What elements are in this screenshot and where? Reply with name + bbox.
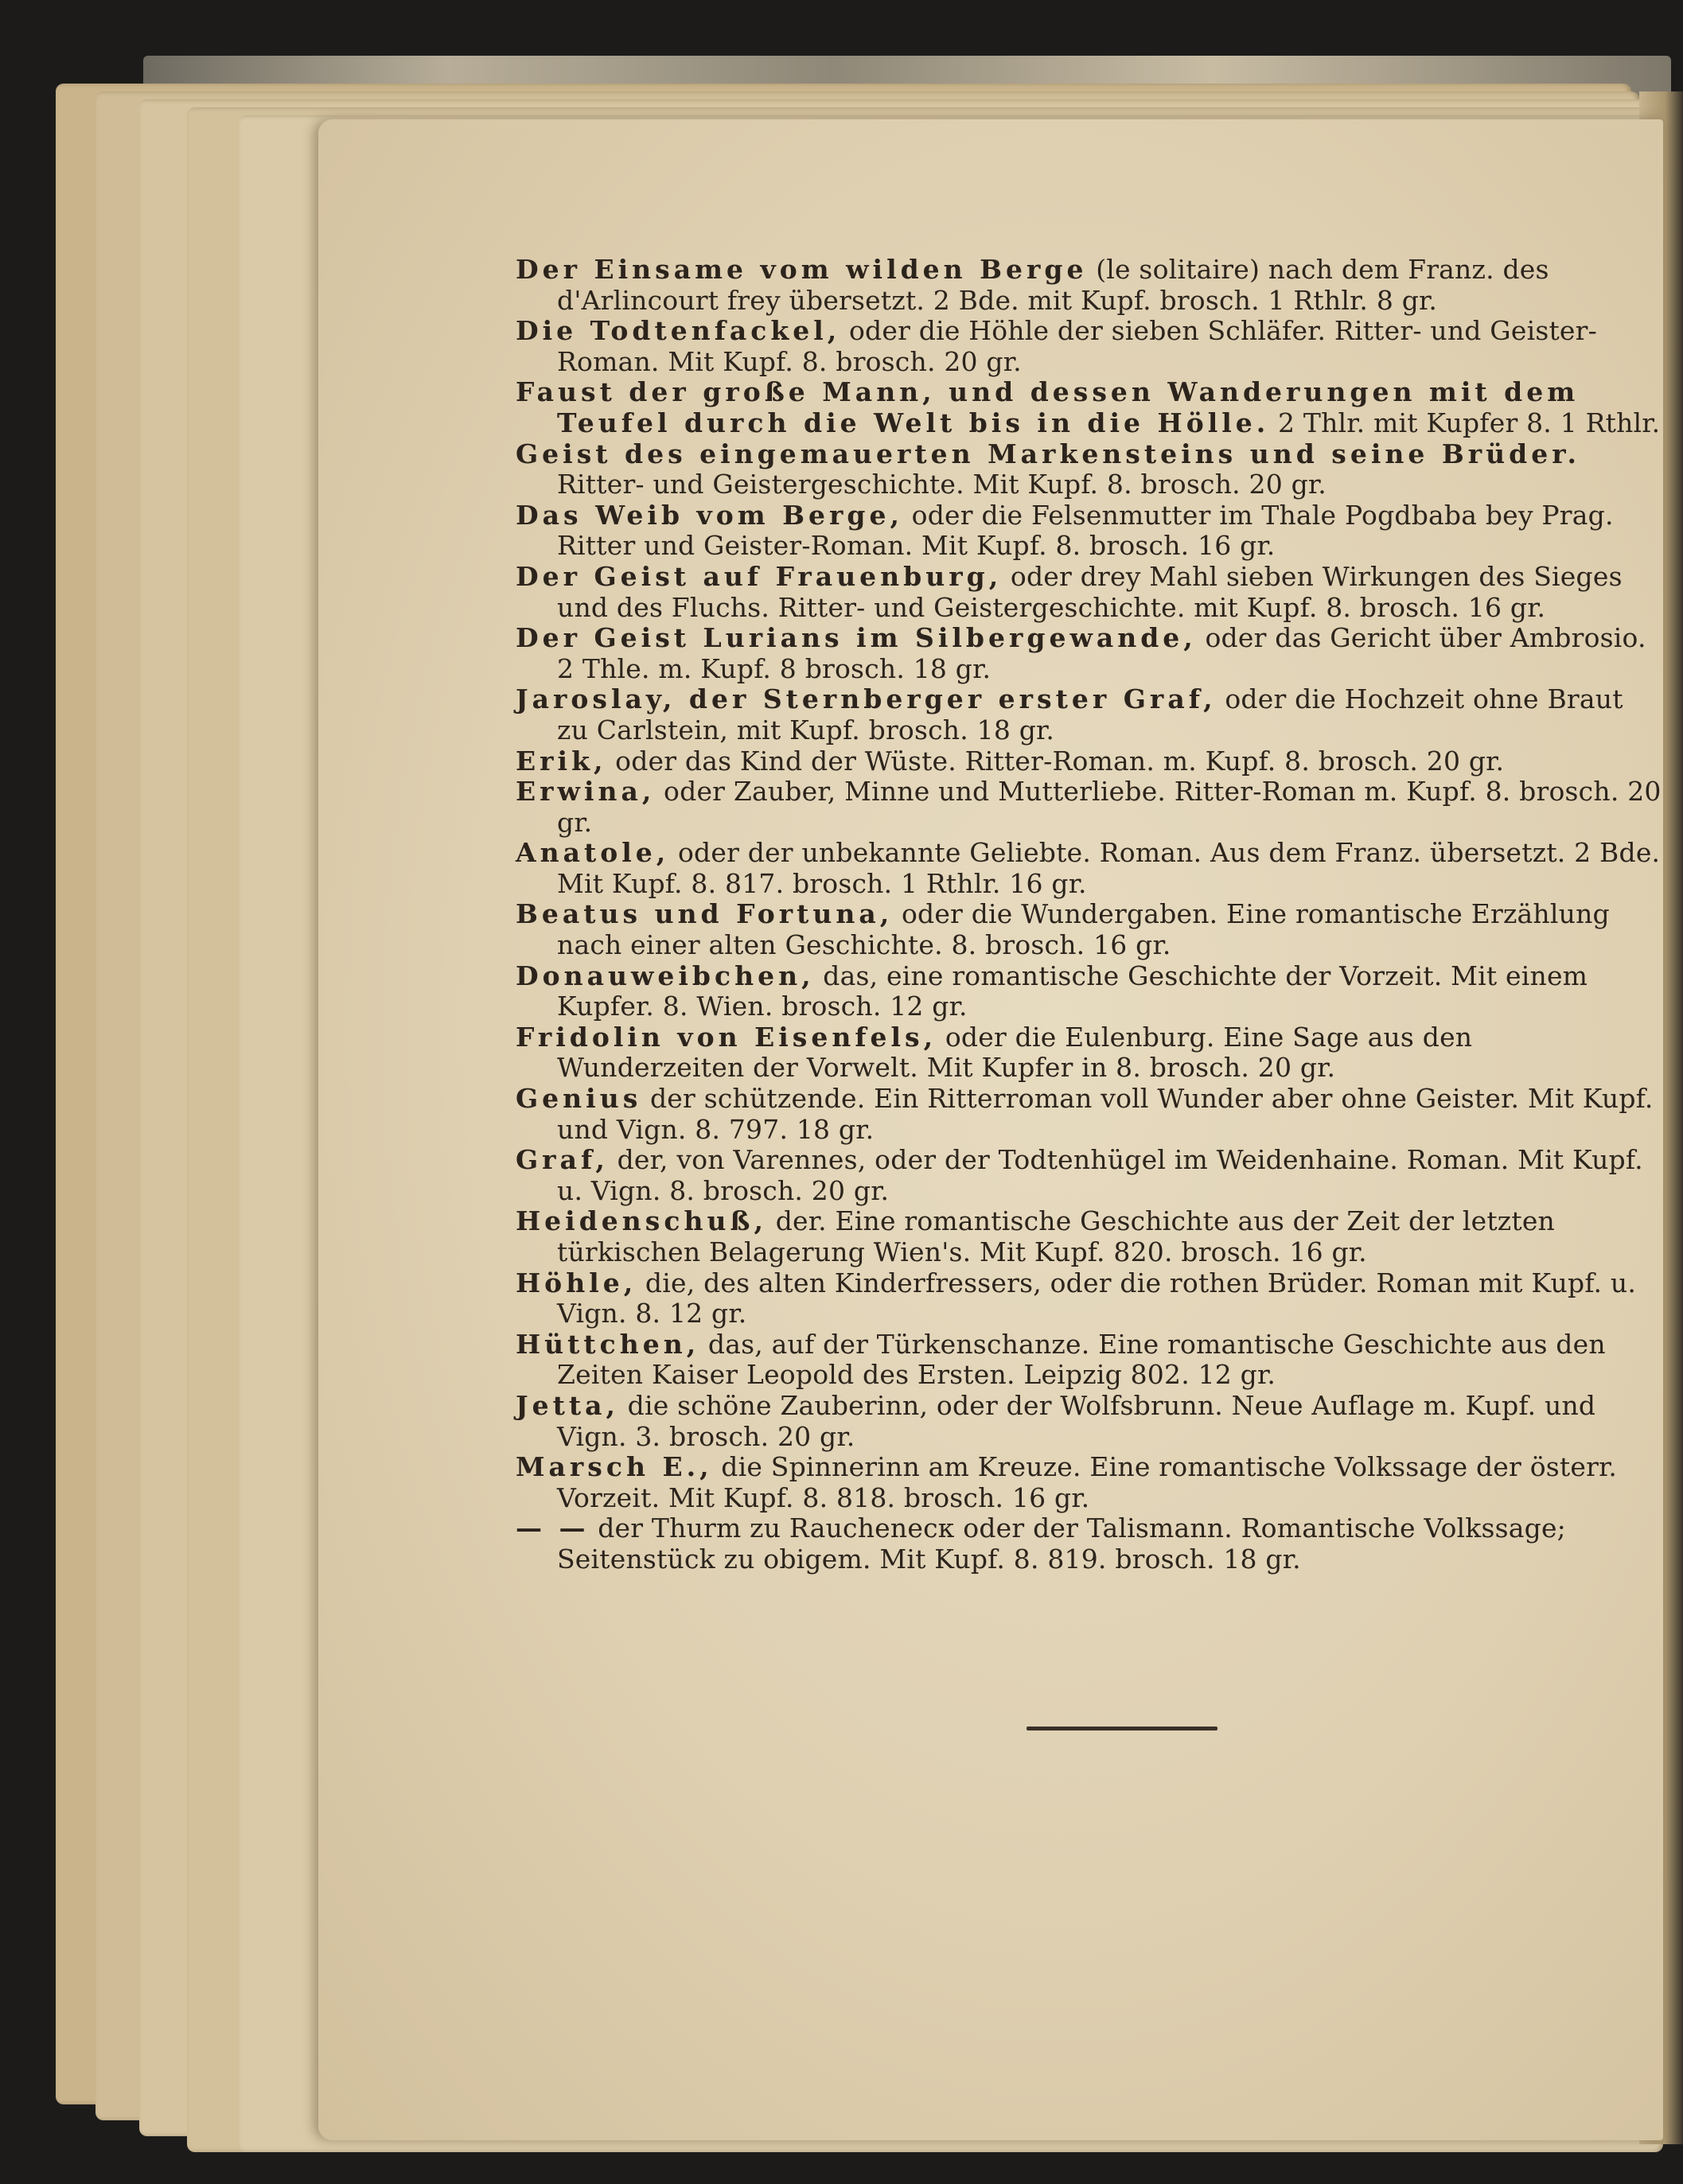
entry-title: — — [516,1512,590,1544]
entry-title: Erik, [516,745,607,777]
entry-text: der. Eine romantische Geschichte aus der Zeit der letzten türkischen Belagerung Wien's. Mit Kupf. 820. brosch. 16 gr. [557,1205,1556,1267]
catalog-entry [516,1268,1662,1329]
catalog-entry [516,961,1662,1022]
entry-title: Graf, [516,1144,609,1176]
catalog-entry [516,500,1662,562]
entry-text: oder das Kind der Wüste. Ritter-Roman. m. Kupf. 8. brosch. 20 gr. [606,745,1505,777]
catalog-entry [516,1145,1662,1206]
entry-title: Die Todtenfackel, [516,315,841,347]
catalog-entry [516,684,1662,746]
entry-text: die Spinnerinn am Kreuze. Eine romantische Volkssage der österr. Vorzeit. Mit Kupf. 8. 818. brosch. 16 gr. [557,1451,1618,1513]
catalog-entry [516,777,1662,838]
entry-title: Genius [516,1083,642,1115]
entry-title: Höhle, [516,1267,637,1298]
entry-title: Der Geist Lurians im Silbergewande, [516,622,1197,654]
catalog-entry [516,1084,1662,1145]
entry-text: oder Zauber, Minne und Mutterliebe. Ritter-Roman m. Kupf. 8. brosch. 20 gr. [557,776,1662,838]
catalog-entry [516,1513,1662,1575]
entry-text: die schöne Zauberinn, oder der Wolfsbrunn. Neue Auflage m. Kupf. und Vign. 3. brosch. 20 gr. [557,1389,1596,1452]
entry-title: Fridolin von Eisenfels, [516,1021,937,1053]
catalog-entry [516,1206,1662,1267]
entry-text: der schützende. Ein Ritterroman voll Wunder aber ohne Geister. Mit Kupf. und Vign. 8. 797. 18 gr. [557,1083,1654,1145]
catalog-list [516,255,1662,1575]
entry-text: oder die Eulenburg. Eine Sage aus den Wunderzeiten der Vorwelt. Mit Kupfer in 8. brosch. 20 gr. [557,1021,1473,1084]
entry-text: oder die Hochzeit ohne Braut zu Carlstein, mit Kupf. brosch. 18 gr. [557,683,1623,746]
entry-text: oder der unbekannte Geliebte. Roman. Aus dem Franz. übersetzt. 2 Bde. Mit Kupf. 8. 817. brosch. 1 Rthlr. 16 gr. [557,837,1661,899]
entry-text: oder drey Mahl sieben Wirkungen des Sieges und des Fluchs. Ritter- und Geistergeschichte. mit Kupf. 8. brosch. 16 gr. [557,560,1623,623]
entry-text: das, auf der Türkenschanze. Eine romantische Geschichte aus den Zeiten Kaiser Leopold des Ersten. Leipzig 802. 12 gr. [557,1328,1606,1391]
entry-text: 2 Thlr. mit Kupfer 8. 1 Rthlr. [1269,407,1661,438]
entry-text: oder die Höhle der sieben Schläfer. Ritter- und Geister-Roman. Mit Kupf. 8. brosch. 20 gr. [557,315,1597,377]
entry-title: Anatole, [516,837,670,869]
entry-title: Hüttchen, [516,1328,700,1360]
catalog-entry [516,1452,1662,1513]
entry-title: Das Weib vom Berge, [516,499,903,531]
entry-title: Donauweibchen, [516,960,815,991]
catalog-entry [516,1391,1662,1452]
entry-title: Jetta, [516,1389,619,1421]
end-rule-divider [1027,1727,1217,1730]
catalog-entry [516,255,1662,316]
catalog-entry [516,439,1662,500]
catalog-entry [516,377,1662,438]
entry-title: Marsch E., [516,1451,713,1483]
entry-title: Der Einsame vom wilden Berge [516,254,1088,285]
catalog-entry [516,899,1662,960]
entry-text: der Thurm zu Rauchenecк oder der Talismann. Romantische Volkssage; Seitenstück zu obigem. Mit Kupf. 8. 819. brosch. 18 gr. [557,1512,1566,1575]
catalog-entry [516,838,1662,899]
entry-title: Faust der große Mann, und dessen Wanderungen mit dem Teufel durch die Welt bis in die Hölle. [516,376,1580,438]
catalog-entry [516,562,1662,623]
entry-title: Der Geist auf Frauenburg, [516,560,1003,592]
entry-text: oder das Gericht über Ambrosio. 2 Thle. m. Kupf. 8 brosch. 18 gr. [557,622,1646,684]
entry-text: der, von Varennes, oder der Todtenhügel im Weidenhaine. Roman. Mit Kupf. u. Vign. 8. brosch. 20 gr. [557,1144,1643,1206]
catalog-entry [516,623,1662,684]
entry-title: Jaroslay, der Sternberger erster Graf, [516,683,1217,715]
entry-title: Geist des eingemauerten Markensteins und seine Brüder. [516,438,1581,469]
entry-text: das, eine romantische Geschichte der Vorzeit. Mit einem Kupfer. 8. Wien. brosch. 12 gr. [557,960,1588,1022]
entry-text: oder die Felsenmutter im Thale Pogdbaba bey Prag. Ritter und Geister-Roman. Mit Kupf. 8. brosch. 16 gr. [557,499,1614,562]
catalog-entry [516,1022,1662,1084]
entry-text: oder die Wundergaben. Eine romantische Erzählung nach einer alten Geschichte. 8. brosch. 16 gr. [557,898,1610,961]
catalog-entry [516,746,1662,777]
entry-title: Heidenschuß, [516,1205,767,1237]
entry-text: Ritter- und Geistergeschichte. Mit Kupf. 8. brosch. 20 gr. [557,469,1327,500]
entry-text: die, des alten Kinderfressers, oder die rothen Brüder. Roman mit Kupf. u. Vign. 8. 12 gr. [557,1267,1637,1329]
entry-title: Beatus und Fortuna, [516,898,894,930]
entry-text: (le solitaire) nach dem Franz. des d'Arlincourt frey übersetzt. 2 Bde. mit Kupf. brosch. 1 Rthlr. 8 gr. [557,254,1549,316]
catalog-entry [516,316,1662,377]
catalog-entry [516,1329,1662,1391]
entry-title: Erwina, [516,776,656,808]
